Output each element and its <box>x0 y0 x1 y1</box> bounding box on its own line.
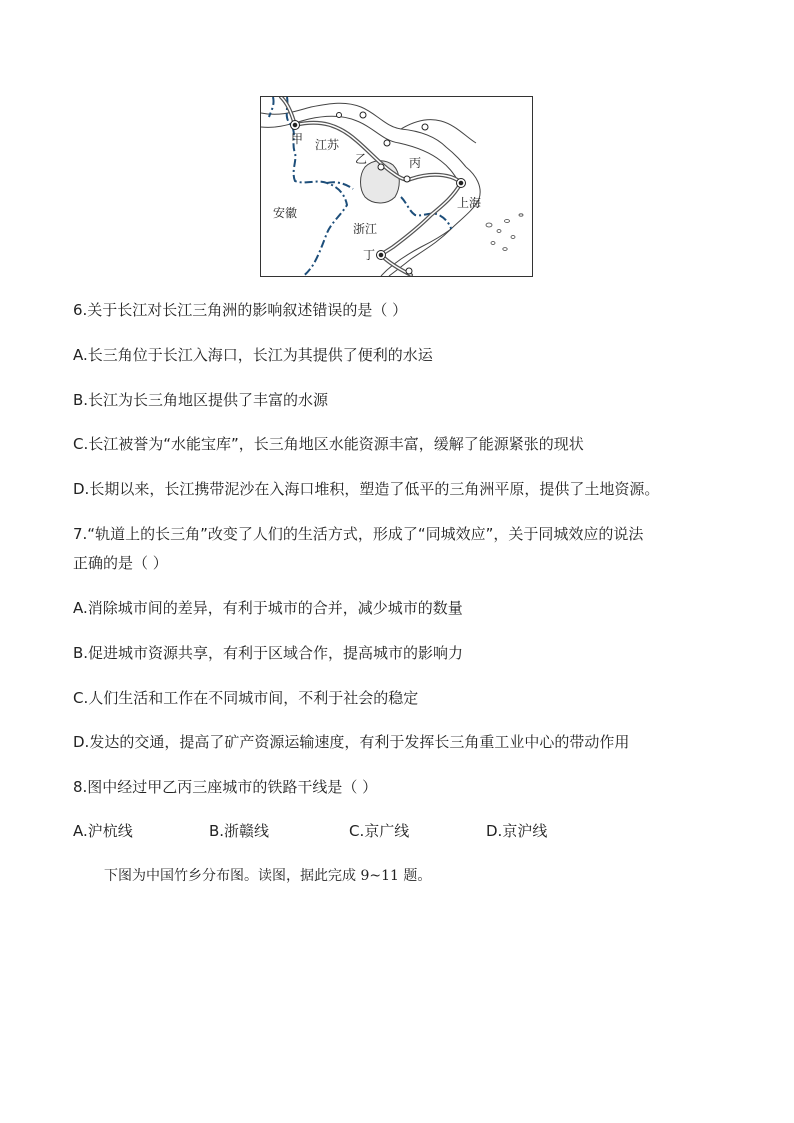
q7-stem-line1: 7.“轨道上的长三角”改变了人们的生活方式，形成了“同城效应”，关于同城效应的说法 <box>73 525 644 543</box>
city-bing-marker <box>404 176 410 182</box>
q7-option-b: B.促进城市资源共享，有利于区域合作，提高城市的影响力 <box>73 644 464 662</box>
q7-option-a: A.消除城市间的差异，有利于城市的合并，减少城市的数量 <box>73 599 463 617</box>
q8-option-c: C.京广线 <box>349 822 410 840</box>
lead-text-q9-11: 下图为中国竹乡分布图。读图，据此完成 9~11 题。 <box>104 868 432 884</box>
q7-stem-line2: 正确的是（ ） <box>73 554 168 572</box>
city-minor-marker <box>360 112 366 118</box>
q8-option-b: B.浙赣线 <box>209 822 270 840</box>
label-ding: 丁 <box>363 248 376 262</box>
q6-option-c: C.长江被誉为“水能宝库”，长三角地区水能资源丰富，缓解了能源紧张的现状 <box>73 435 584 453</box>
q8-option-d: D.京沪线 <box>486 822 548 840</box>
city-minor-marker <box>406 268 412 274</box>
hangzhou-bay <box>381 229 451 276</box>
yangtze-delta-map <box>260 96 533 277</box>
q7-option-c: C.人们生活和工作在不同城市间，不利于社会的稳定 <box>73 689 419 707</box>
q7-option-d: D.发达的交通，提高了矿产资源运输速度，有利于发挥长三角重工业中心的带动作用 <box>73 733 630 751</box>
map-drawing <box>261 97 532 276</box>
city-minor-marker <box>422 124 428 130</box>
label-anhui: 安徽 <box>273 206 298 220</box>
city-minor-marker <box>384 140 390 146</box>
q6-option-a: A.长三角位于长江入海口，长江为其提供了便利的水运 <box>73 346 433 364</box>
label-shanghai: 上海 <box>457 196 482 210</box>
q6-stem: 6.关于长江对长江三角洲的影响叙述错误的是（ ） <box>73 301 408 319</box>
q6-option-d: D.长期以来，长江携带泥沙在入海口堆积，塑造了低平的三角洲平原，提供了土地资源。 <box>73 480 660 498</box>
coastline <box>389 167 480 276</box>
city-yi-marker <box>378 164 384 170</box>
city-minor-marker <box>337 113 342 118</box>
q8-stem: 8.图中经过甲乙丙三座城市的铁路干线是（ ） <box>73 778 378 796</box>
label-yi: 乙 <box>355 152 368 166</box>
label-jia: 甲 <box>291 132 304 146</box>
q6-option-b: B.长江为长三角地区提供了丰富的水源 <box>73 391 329 409</box>
label-zhejiang: 浙江 <box>353 222 378 236</box>
label-bing: 丙 <box>409 156 422 170</box>
islands <box>486 214 523 251</box>
label-jiangsu: 江苏 <box>315 138 340 152</box>
q8-option-a: A.沪杭线 <box>73 822 133 840</box>
